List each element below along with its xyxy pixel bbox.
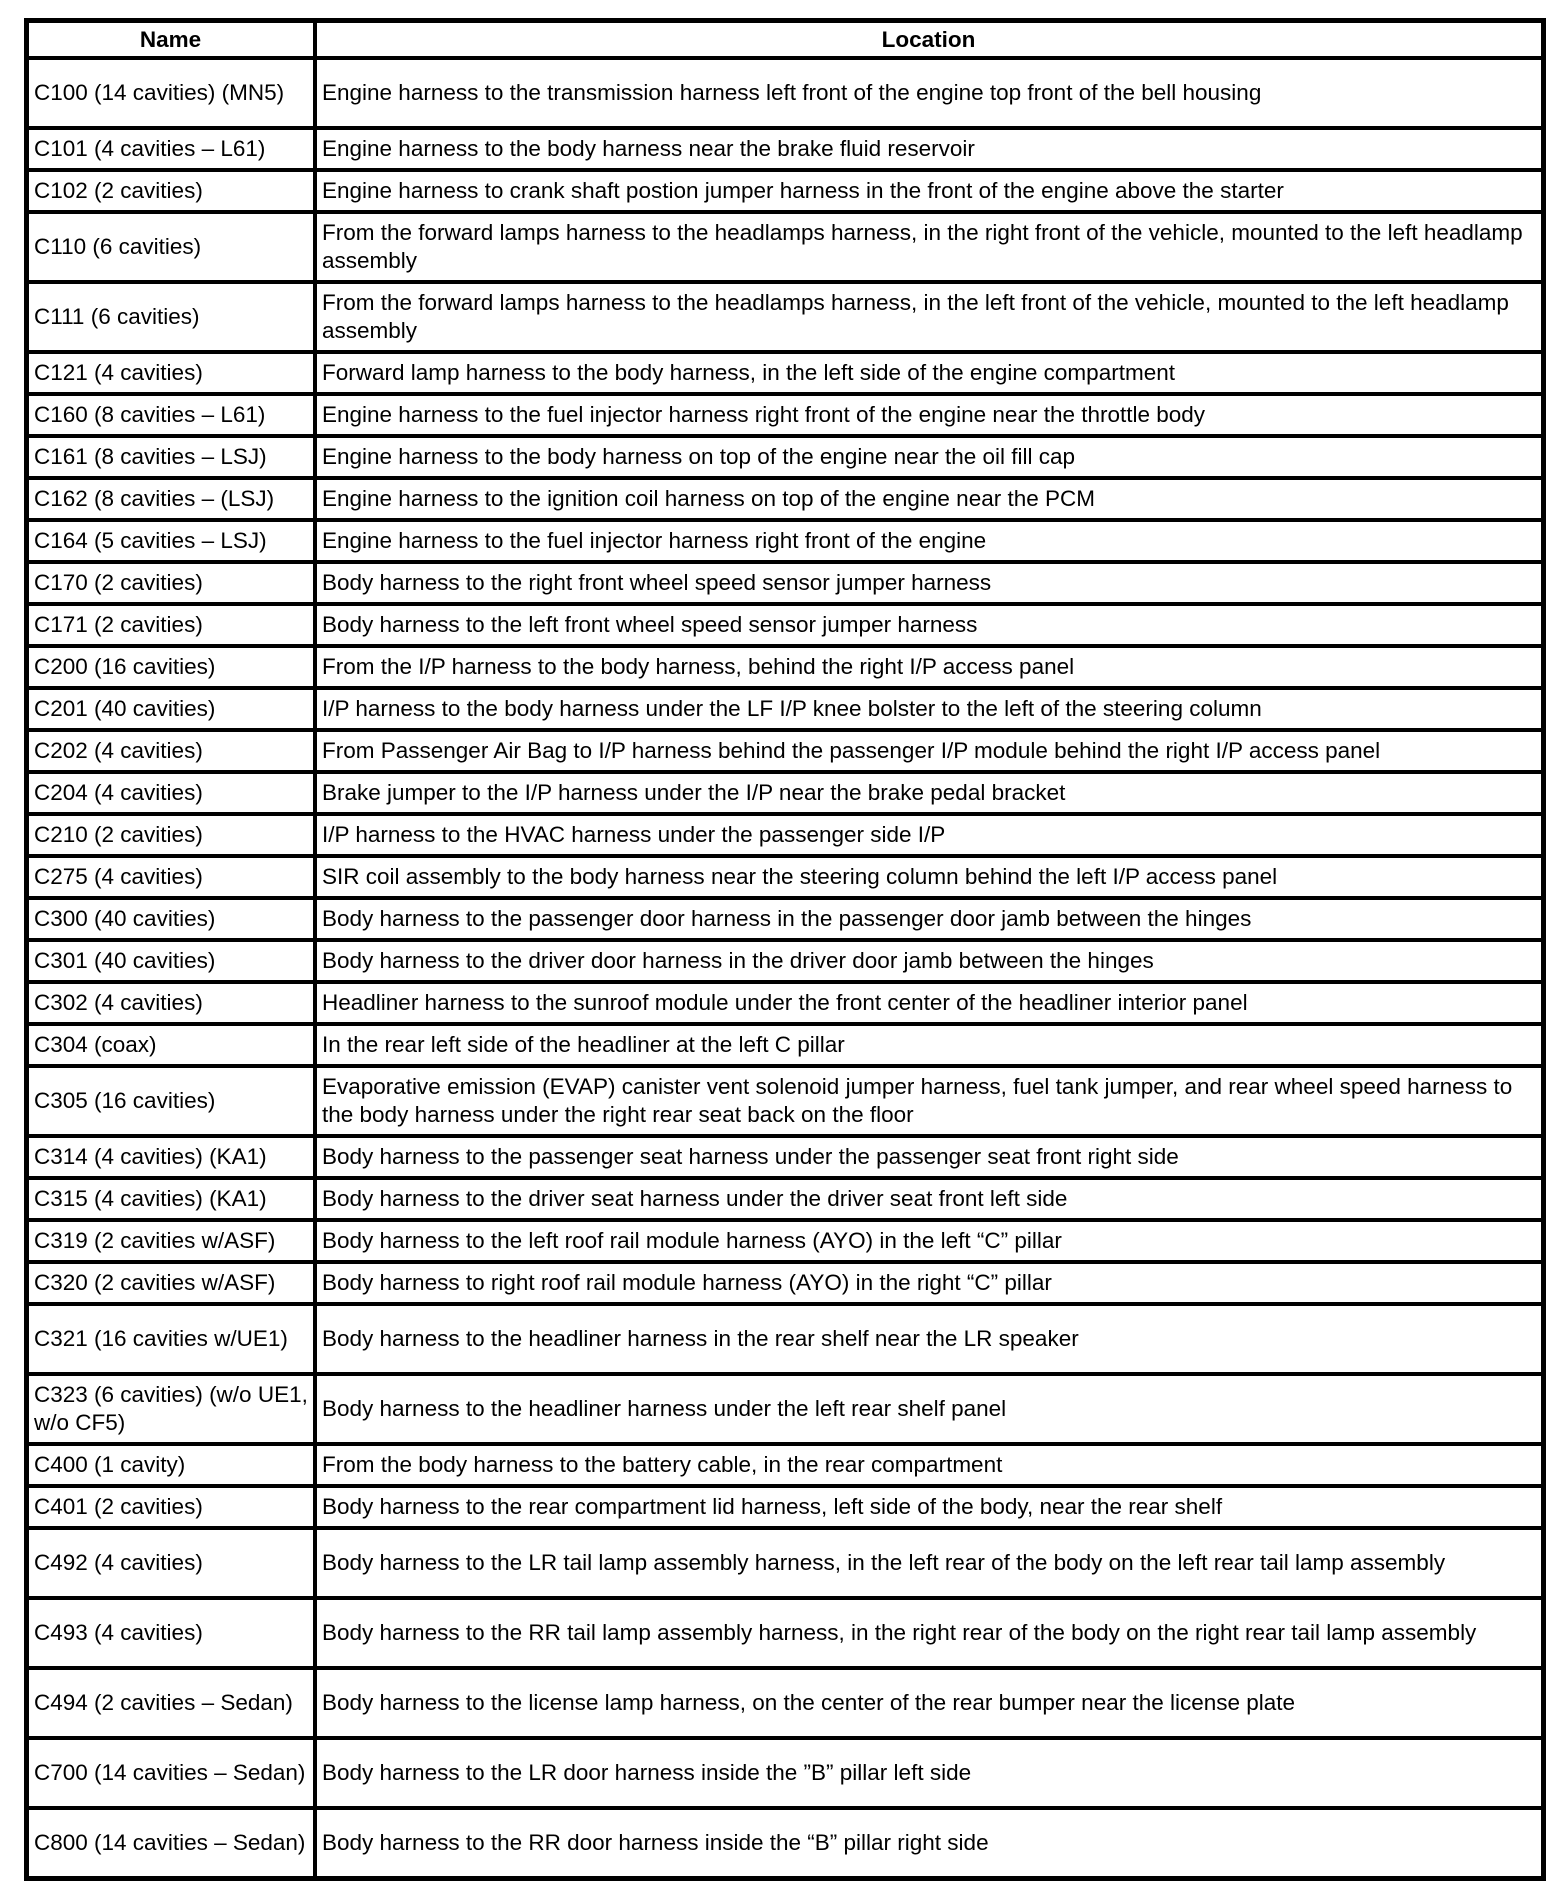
column-header-name: Name: [27, 21, 315, 58]
connector-location-cell: Body harness to the driver door harness in the driver door jamb between the hinges: [315, 940, 1543, 982]
connector-name-cell: C700 (14 cavities – Sedan): [27, 1738, 315, 1808]
connector-location-cell: Body harness to right roof rail module harness (AYO) in the right “C” pillar: [315, 1262, 1543, 1304]
table-row: [27, 1598, 1543, 1668]
table-row: [27, 772, 1543, 814]
table-row: [27, 1178, 1543, 1220]
connector-location-cell: Body harness to the LR tail lamp assembly harness, in the left rear of the body on the left rear tail lamp assembly: [315, 1528, 1543, 1598]
table-body: [27, 58, 1543, 1878]
table-row: [27, 1262, 1543, 1304]
connector-name-cell: C319 (2 cavities w/ASF): [27, 1220, 315, 1262]
connector-name-cell: C160 (8 cavities – L61): [27, 394, 315, 436]
connector-name-cell: C201 (40 cavities): [27, 688, 315, 730]
connector-name-cell: C320 (2 cavities w/ASF): [27, 1262, 315, 1304]
connector-name-cell: C315 (4 cavities) (KA1): [27, 1178, 315, 1220]
connector-location-cell: Brake jumper to the I/P harness under the I/P near the brake pedal bracket: [315, 772, 1543, 814]
connector-location-cell: Body harness to the passenger seat harness under the passenger seat front right side: [315, 1136, 1543, 1178]
connector-name-cell: C210 (2 cavities): [27, 814, 315, 856]
connector-location-table: [24, 18, 1546, 1881]
connector-location-cell: Body harness to the driver seat harness under the driver seat front left side: [315, 1178, 1543, 1220]
table-row: [27, 170, 1543, 212]
connector-name-cell: C102 (2 cavities): [27, 170, 315, 212]
connector-name-cell: C164 (5 cavities – LSJ): [27, 520, 315, 562]
connector-location-cell: Body harness to the rear compartment lid harness, left side of the body, near the rear shelf: [315, 1486, 1543, 1528]
connector-location-cell: From the I/P harness to the body harness, behind the right I/P access panel: [315, 646, 1543, 688]
table-row: [27, 282, 1543, 352]
table-row: [27, 436, 1543, 478]
table-row: [27, 646, 1543, 688]
table-row: [27, 1486, 1543, 1528]
connector-location-cell: Engine harness to the ignition coil harness on top of the engine near the PCM: [315, 478, 1543, 520]
table-row: [27, 212, 1543, 282]
connector-location-cell: Engine harness to the body harness on top of the engine near the oil fill cap: [315, 436, 1543, 478]
table-row: [27, 1444, 1543, 1486]
table-row: [27, 1136, 1543, 1178]
connector-location-cell: I/P harness to the body harness under the LF I/P knee bolster to the left of the steering column: [315, 688, 1543, 730]
connector-location-cell: Forward lamp harness to the body harness, in the left side of the engine compartment: [315, 352, 1543, 394]
table-row: [27, 1738, 1543, 1808]
connector-name-cell: C301 (40 cavities): [27, 940, 315, 982]
connector-name-cell: C305 (16 cavities): [27, 1066, 315, 1136]
table-row: [27, 1220, 1543, 1262]
table-row: [27, 1066, 1543, 1136]
connector-name-cell: C401 (2 cavities): [27, 1486, 315, 1528]
connector-name-cell: C111 (6 cavities): [27, 282, 315, 352]
connector-name-cell: C300 (40 cavities): [27, 898, 315, 940]
table-row: [27, 982, 1543, 1024]
connector-location-cell: Engine harness to the body harness near the brake fluid reservoir: [315, 128, 1543, 170]
connector-location-cell: From the forward lamps harness to the headlamps harness, in the right front of the vehicle, mounted to the left headlamp assembly: [315, 212, 1543, 282]
connector-location-cell: Body harness to the left roof rail module harness (AYO) in the left “C” pillar: [315, 1220, 1543, 1262]
connector-name-cell: C302 (4 cavities): [27, 982, 315, 1024]
connector-location-cell: From Passenger Air Bag to I/P harness behind the passenger I/P module behind the right I/P access panel: [315, 730, 1543, 772]
connector-location-cell: Body harness to the right front wheel speed sensor jumper harness: [315, 562, 1543, 604]
connector-location-cell: Body harness to the headliner harness under the left rear shelf panel: [315, 1374, 1543, 1444]
connector-name-cell: C171 (2 cavities): [27, 604, 315, 646]
connector-name-cell: C275 (4 cavities): [27, 856, 315, 898]
connector-name-cell: C400 (1 cavity): [27, 1444, 315, 1486]
table-row: [27, 520, 1543, 562]
connector-location-cell: Body harness to the passenger door harness in the passenger door jamb between the hinges: [315, 898, 1543, 940]
connector-location-cell: Evaporative emission (EVAP) canister vent solenoid jumper harness, fuel tank jumper, and rear wheel speed harness to the body harness under the right rear seat back on the floor: [315, 1066, 1543, 1136]
connector-name-cell: C492 (4 cavities): [27, 1528, 315, 1598]
table-row: [27, 1808, 1543, 1878]
table-row: [27, 1024, 1543, 1066]
connector-name-cell: C170 (2 cavities): [27, 562, 315, 604]
table-row: [27, 1528, 1543, 1598]
table-row: [27, 562, 1543, 604]
connector-name-cell: C800 (14 cavities – Sedan): [27, 1808, 315, 1878]
connector-location-cell: Engine harness to the transmission harness left front of the engine top front of the bell housing: [315, 58, 1543, 128]
connector-name-cell: C101 (4 cavities – L61): [27, 128, 315, 170]
table-header-row: [27, 21, 1543, 58]
connector-name-cell: C493 (4 cavities): [27, 1598, 315, 1668]
table-row: [27, 604, 1543, 646]
connector-location-cell: From the body harness to the battery cable, in the rear compartment: [315, 1444, 1543, 1486]
connector-name-cell: C161 (8 cavities – LSJ): [27, 436, 315, 478]
connector-location-cell: From the forward lamps harness to the headlamps harness, in the left front of the vehicle, mounted to the left headlamp assembly: [315, 282, 1543, 352]
connector-name-cell: C314 (4 cavities) (KA1): [27, 1136, 315, 1178]
table-row: [27, 1374, 1543, 1444]
connector-name-cell: C494 (2 cavities – Sedan): [27, 1668, 315, 1738]
connector-location-cell: Body harness to the LR door harness inside the ”B” pillar left side: [315, 1738, 1543, 1808]
connector-location-cell: Engine harness to the fuel injector harness right front of the engine: [315, 520, 1543, 562]
connector-name-cell: C162 (8 cavities – (LSJ): [27, 478, 315, 520]
table-row: [27, 688, 1543, 730]
table-row: [27, 730, 1543, 772]
connector-location-cell: Engine harness to the fuel injector harness right front of the engine near the throttle body: [315, 394, 1543, 436]
table-row: [27, 128, 1543, 170]
connector-name-cell: C304 (coax): [27, 1024, 315, 1066]
table-row: [27, 1304, 1543, 1374]
connector-name-cell: C200 (16 cavities): [27, 646, 315, 688]
connector-location-cell: SIR coil assembly to the body harness near the steering column behind the left I/P access panel: [315, 856, 1543, 898]
connector-location-cell: Body harness to the RR door harness inside the “B” pillar right side: [315, 1808, 1543, 1878]
connector-table-frame: [24, 18, 1546, 1881]
table-row: [27, 394, 1543, 436]
table-row: [27, 814, 1543, 856]
connector-name-cell: C100 (14 cavities) (MN5): [27, 58, 315, 128]
table-row: [27, 856, 1543, 898]
connector-location-cell: I/P harness to the HVAC harness under the passenger side I/P: [315, 814, 1543, 856]
connector-location-cell: Body harness to the license lamp harness, on the center of the rear bumper near the license plate: [315, 1668, 1543, 1738]
table-row: [27, 478, 1543, 520]
connector-location-cell: Headliner harness to the sunroof module under the front center of the headliner interior panel: [315, 982, 1543, 1024]
connector-name-cell: C323 (6 cavities) (w/o UE1, w/o CF5): [27, 1374, 315, 1444]
table-row: [27, 58, 1543, 128]
table-row: [27, 352, 1543, 394]
connector-location-cell: Body harness to the RR tail lamp assembly harness, in the right rear of the body on the right rear tail lamp assembly: [315, 1598, 1543, 1668]
connector-location-cell: Engine harness to crank shaft postion jumper harness in the front of the engine above the starter: [315, 170, 1543, 212]
connector-name-cell: C204 (4 cavities): [27, 772, 315, 814]
table-row: [27, 1668, 1543, 1738]
table-row: [27, 940, 1543, 982]
connector-name-cell: C321 (16 cavities w/UE1): [27, 1304, 315, 1374]
connector-name-cell: C121 (4 cavities): [27, 352, 315, 394]
connector-name-cell: C110 (6 cavities): [27, 212, 315, 282]
column-header-location: Location: [315, 21, 1543, 58]
connector-location-cell: In the rear left side of the headliner at the left C pillar: [315, 1024, 1543, 1066]
connector-name-cell: C202 (4 cavities): [27, 730, 315, 772]
connector-location-cell: Body harness to the headliner harness in the rear shelf near the LR speaker: [315, 1304, 1543, 1374]
connector-location-cell: Body harness to the left front wheel speed sensor jumper harness: [315, 604, 1543, 646]
table-row: [27, 898, 1543, 940]
